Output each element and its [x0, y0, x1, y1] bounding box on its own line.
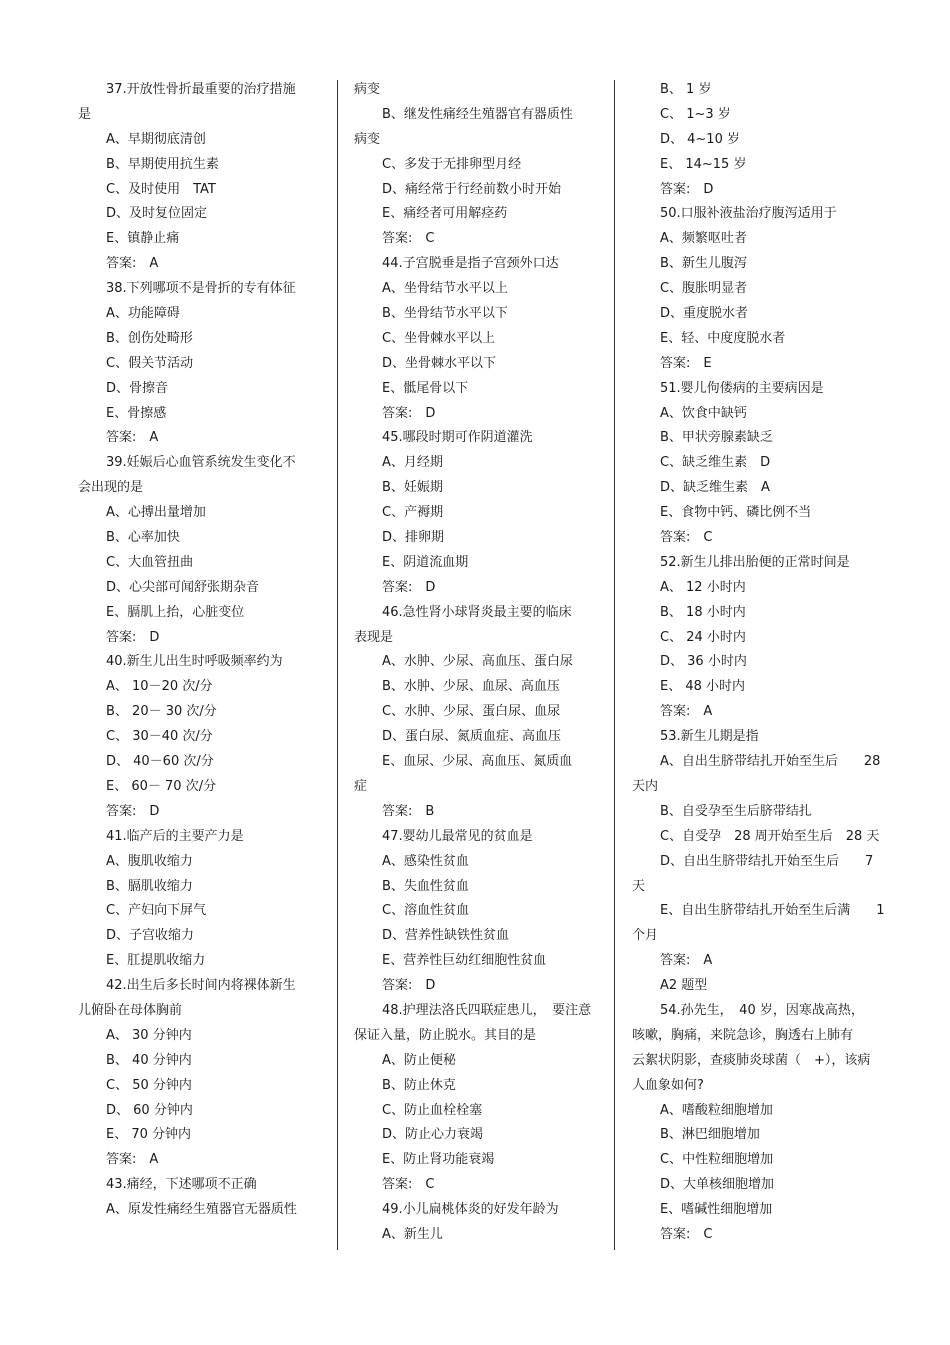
- text-line: C、产褥期: [382, 505, 444, 521]
- text-line: C、中性粒细胞增加: [660, 1152, 774, 1168]
- text-line: B、防止休克: [382, 1077, 456, 1093]
- text-line: D、心尖部可闻舒张期杂音: [106, 579, 260, 595]
- column-divider-1: [337, 80, 338, 1250]
- text-line: B、 18 小时内: [660, 604, 746, 620]
- text-line: A、心搏出量增加: [106, 505, 206, 521]
- text-line: 答案: D: [660, 181, 714, 197]
- text-line: A、感染性贫血: [382, 853, 469, 869]
- text-line: 云絮状阴影，查痰肺炎球菌（ +），该病: [632, 1052, 871, 1068]
- text-line: D、排卵期: [382, 530, 445, 546]
- text-line: 50.口服补液盐治疗腹泻适用于: [660, 206, 837, 222]
- text-line: C、水肿、少尿、蛋白尿、血尿: [382, 704, 561, 720]
- text-line: E、血尿、少尿、高血压、氮质血: [382, 754, 573, 770]
- text-line: D、 40－60 次/分: [106, 754, 214, 770]
- text-line: D、重度脱水者: [660, 306, 749, 322]
- text-line: 答案: C: [382, 231, 435, 247]
- text-line: C、产妇向下屏气: [106, 903, 207, 919]
- text-line: 儿俯卧在母体胸前: [78, 1002, 183, 1018]
- text-line: B、水肿、少尿、血尿、高血压: [382, 679, 560, 695]
- text-line: 答案: D: [106, 803, 160, 819]
- text-line: 人血象如何?: [632, 1077, 704, 1093]
- text-line: E、痛经者可用解痉药: [382, 206, 508, 222]
- text-line: 答案: C: [382, 1177, 435, 1193]
- text-line: B、自受孕至生后脐带结扎: [660, 803, 812, 819]
- text-line: B、 40 分钟内: [106, 1052, 192, 1068]
- text-line: 表现是: [354, 629, 394, 645]
- text-line: D、骨擦音: [106, 380, 169, 396]
- text-line: E、镇静止痛: [106, 231, 180, 247]
- text-line: 43.痛经，下述哪项不正确: [106, 1177, 257, 1193]
- text-line: C、缺乏维生素 D: [660, 455, 771, 471]
- text-line: A2 题型: [660, 978, 708, 994]
- text-line: E、膈肌上抬，心脏变位: [106, 604, 245, 620]
- text-line: E、营养性巨幼红细胞性贫血: [382, 953, 547, 969]
- text-line: E、阴道流血期: [382, 554, 469, 570]
- text-line: E、肛提肌收缩力: [106, 953, 206, 969]
- text-line: E、食物中钙、磷比例不当: [660, 505, 812, 521]
- text-line: 症: [354, 778, 368, 794]
- text-line: A、功能障碍: [106, 306, 180, 322]
- text-line: B、早期使用抗生素: [106, 156, 219, 172]
- text-line: 保证入量，防止脱水。其目的是: [354, 1027, 537, 1043]
- text-line: E、防止肾功能衰竭: [382, 1152, 495, 1168]
- text-line: E、骨擦感: [106, 405, 167, 421]
- text-line: 答案: A: [106, 256, 159, 272]
- text-line: B、膈肌收缩力: [106, 878, 193, 894]
- text-line: C、 50 分钟内: [106, 1077, 192, 1093]
- text-line: 答案: D: [106, 629, 160, 645]
- text-line: 答案: D: [382, 978, 436, 994]
- text-line: B、心率加快: [106, 530, 180, 546]
- text-line: D、 36 小时内: [660, 654, 747, 670]
- text-line: 51.婴儿佝偻病的主要病因是: [660, 380, 824, 396]
- text-line: 40.新生儿出生时呼吸频率约为: [106, 654, 283, 670]
- text-line: 答案: E: [660, 355, 712, 371]
- text-line: A、水肿、少尿、高血压、蛋白尿: [382, 654, 573, 670]
- text-line: C、 1~3 岁: [660, 106, 731, 122]
- text-line: 病变: [354, 82, 381, 97]
- text-line: D、痛经常于行经前数小时开始: [382, 181, 562, 197]
- text-line: 答案: D: [382, 405, 436, 421]
- text-line: C、自受孕 28 周开始至生后 28 天: [660, 828, 880, 844]
- text-line: A、频繁呕吐者: [660, 231, 747, 247]
- text-line: A、嗜酸粒细胞增加: [660, 1102, 773, 1118]
- text-line: D、 4~10 岁: [660, 131, 740, 147]
- text-line: D、大单核细胞增加: [660, 1177, 775, 1193]
- text-line: C、坐骨棘水平以上: [382, 330, 496, 346]
- text-line: 42.出生后多长时间内将裸体新生: [106, 978, 296, 994]
- text-line: A、原发性痛经生殖器官无器质性: [106, 1202, 297, 1218]
- text-line: E、 48 小时内: [660, 679, 746, 695]
- text-line: 47.婴幼儿最常见的贫血是: [382, 828, 533, 844]
- text-line: 是: [78, 106, 92, 122]
- text-line: 41.临产后的主要产力是: [106, 828, 244, 844]
- text-line: C、腹胀明显者: [660, 281, 748, 297]
- text-line: 答案: D: [382, 579, 436, 595]
- text-line: E、骶尾骨以下: [382, 380, 469, 396]
- text-line: 答案: C: [660, 530, 713, 546]
- text-line: B、甲状旁腺素缺乏: [660, 430, 773, 446]
- text-line: A、坐骨结节水平以上: [382, 281, 508, 297]
- text-line: 45.哪段时期可作阴道灌洗: [382, 430, 533, 446]
- text-line: D、自出生脐带结扎开始至生后 7: [660, 853, 874, 869]
- text-line: 病变: [354, 131, 381, 147]
- text-line: B、妊娠期: [382, 480, 443, 496]
- text-column-3: [632, 78, 885, 1248]
- text-line: B、继发性痛经生殖器官有器质性: [382, 106, 573, 122]
- text-line: E、自出生脐带结扎开始至生后满 1: [660, 903, 885, 919]
- text-line: B、坐骨结节水平以下: [382, 306, 508, 322]
- text-line: 天: [632, 878, 646, 894]
- text-line: B、 1 岁: [660, 82, 712, 97]
- text-line: D、子宫收缩力: [106, 928, 195, 944]
- text-line: 37.开放性骨折最重要的治疗措施: [106, 82, 296, 97]
- text-line: A、饮食中缺钙: [660, 405, 747, 421]
- text-line: 答案: A: [106, 430, 159, 446]
- text-line: 48.护理法洛氏四联症患儿， 要注意: [382, 1002, 592, 1018]
- text-line: 答案: A: [660, 953, 713, 969]
- text-line: A、新生儿: [382, 1226, 443, 1242]
- text-line: 39.妊娠后心血管系统发生变化不: [106, 455, 296, 471]
- text-line: A、月经期: [382, 455, 443, 471]
- text-line: B、 20－ 30 次/分: [106, 704, 217, 720]
- text-line: A、 12 小时内: [660, 579, 746, 595]
- text-line: A、 30 分钟内: [106, 1027, 192, 1043]
- text-line: 52.新生儿排出胎便的正常时间是: [660, 554, 850, 570]
- text-line: 答案: B: [382, 803, 435, 819]
- text-line: C、大血管扭曲: [106, 554, 194, 570]
- text-line: C、 30－40 次/分: [106, 729, 213, 745]
- text-line: 54.孙先生， 40 岁，因寒战高热，: [660, 1002, 864, 1018]
- text-line: D、营养性缺铁性贫血: [382, 928, 510, 944]
- text-column-2: [354, 78, 598, 1248]
- text-line: 答案: A: [660, 704, 713, 720]
- text-line: E、轻、中度度脱水者: [660, 330, 786, 346]
- text-line: E、 60－ 70 次/分: [106, 778, 217, 794]
- text-line: E、嗜碱性细胞增加: [660, 1202, 773, 1218]
- column-divider-2: [614, 80, 615, 1250]
- text-line: A、防止便秘: [382, 1052, 456, 1068]
- text-line: C、溶血性贫血: [382, 903, 470, 919]
- text-line: D、防止心力衰竭: [382, 1127, 484, 1143]
- text-line: 天内: [632, 778, 659, 794]
- text-line: 答案: A: [106, 1152, 159, 1168]
- text-line: C、假关节活动: [106, 355, 194, 371]
- text-line: 答案: C: [660, 1226, 713, 1242]
- text-column-1: [78, 78, 322, 1223]
- text-line: 咳嗽，胸痛，来院急诊，胸透右上肺有: [632, 1027, 854, 1043]
- text-line: A、 10－20 次/分: [106, 679, 213, 695]
- text-line: D、坐骨棘水平以下: [382, 355, 497, 371]
- text-line: 46.急性肾小球肾炎最主要的临床: [382, 604, 572, 620]
- text-line: A、腹肌收缩力: [106, 853, 193, 869]
- text-line: B、创伤处畸形: [106, 330, 193, 346]
- text-line: A、自出生脐带结扎开始至生后 28: [660, 754, 881, 770]
- text-line: 53.新生儿期是指: [660, 729, 759, 745]
- text-line: 38.下列哪项不是骨折的专有体征: [106, 281, 296, 297]
- text-line: E、 70 分钟内: [106, 1127, 192, 1143]
- text-line: B、新生儿腹泻: [660, 256, 747, 272]
- text-line: C、 24 小时内: [660, 629, 746, 645]
- text-line: 个月: [632, 928, 659, 944]
- text-line: A、早期彻底清创: [106, 131, 206, 147]
- text-line: 49.小儿扁桃体炎的好发年龄为: [382, 1202, 559, 1218]
- text-line: D、及时复位固定: [106, 206, 208, 222]
- text-line: B、淋巴细胞增加: [660, 1127, 760, 1143]
- text-line: E、 14~15 岁: [660, 156, 747, 172]
- text-line: D、蛋白尿、氮质血症、高血压: [382, 729, 562, 745]
- text-line: C、防止血栓栓塞: [382, 1102, 483, 1118]
- text-line: 会出现的是: [78, 480, 144, 496]
- text-line: D、缺乏维生素 A: [660, 480, 770, 496]
- text-line: C、及时使用 TAT: [106, 181, 216, 197]
- text-line: C、多发于无排卵型月经: [382, 156, 522, 172]
- text-line: B、失血性贫血: [382, 878, 469, 894]
- text-line: D、 60 分钟内: [106, 1102, 193, 1118]
- text-line: 44.子宫脱垂是指子宫颈外口达: [382, 256, 559, 272]
